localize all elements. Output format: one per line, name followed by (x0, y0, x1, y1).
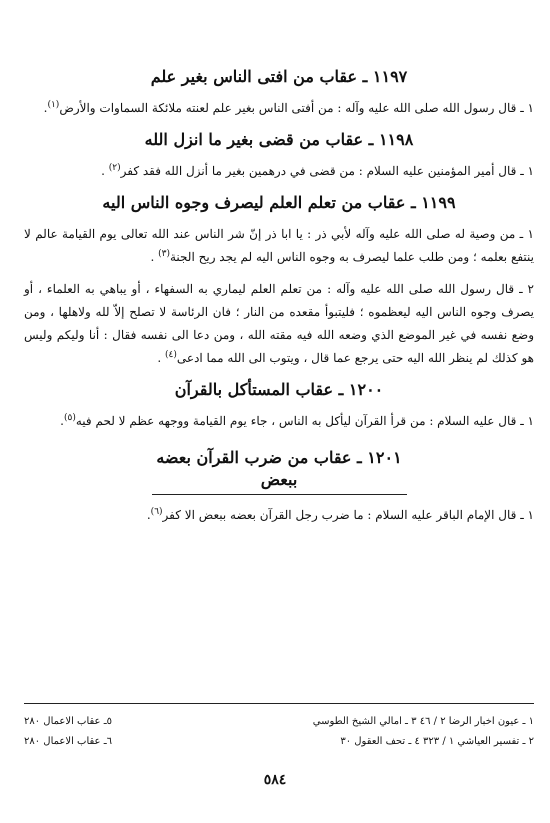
paragraph-end: . (60, 414, 64, 428)
paragraph-1199-1 (24, 223, 534, 269)
footnote-row-2 (24, 732, 534, 752)
footnotes (24, 712, 534, 752)
footnote-marker: (٢) (108, 163, 121, 173)
paragraph-1200-1 (24, 410, 534, 433)
footnote-marker: (٥) (63, 413, 76, 423)
paragraph-text: ١ ـ قال رسول الله صلى الله عليه وآله : من أفتى الناس بغير علم لعنته ملائكة السماوات والأرض (59, 101, 534, 115)
page-body (24, 58, 534, 536)
footnote-2-4: ٢ ـ تفسير العياشي ١ / ٣٢٣ ٤ ـ تحف العقول ٣٠ (340, 736, 534, 747)
paragraph-1197-1 (24, 97, 534, 120)
paragraph-end: . (150, 250, 159, 264)
paragraph-text: ١ ـ قال الإمام الباقر عليه السلام : ما ضرب رجل القرآن بعضه ببعض الا كفر (162, 508, 534, 522)
paragraph-end: . (146, 508, 151, 522)
footnote-marker: (٤) (165, 350, 177, 360)
paragraph-text: ١ ـ من وصية له صلى الله عليه وآله لأبي ذر : يا ابا ذر إنّ شر الناس عند الله تعالى يوم القيامة عالم لا ينتفع بعلمه ؛ ومن طلب علما ليصرف به وجوه الناس اليه لم يجد ريح الجنة (24, 227, 534, 264)
footnote-5: ٥ـ عقاب الاعمال ٢٨٠ (24, 716, 112, 727)
paragraph-1198-1 (24, 160, 534, 183)
footnote-row-1 (24, 712, 534, 732)
footnote-1-3: ١ ـ عيون اخبار الرضا ٢ / ٤٦ ٣ ـ امالي الشيخ الطوسي (312, 716, 534, 727)
paragraph-1199-2 (24, 278, 534, 370)
section-heading-1197: ١١٩٧ ـ عقاب من افتى الناس بغير علم (150, 67, 408, 86)
footnote-marker: (٦) (150, 507, 163, 517)
section-heading-1201: ١٢٠١ ـ عقاب من ضرب القرآن بعضه ببعض (152, 447, 407, 495)
paragraph-text: ٢ ـ قال رسول الله صلى الله عليه وآله : من تعلم العلم ليماري به السفهاء ، أو يباهي به العلماء ، أو يصرف وجوه الناس اليه ليعظموه ؛ فليتبوأ مقعده من النار ؛ فان الرئاسة لا تصلح إلاّ لله ولاهلها ، ومن وضع نفسه في غير الموضع الذي وضعه الله فيه مقته الله ، ومن دعا الى نفسه فقال : أنا وليكم وليس هو كذلك لم ينظر الله اليه حتى يرجع عما قال ، ويتوب الى الله مما ادعى (24, 282, 534, 365)
paragraph-end: . (157, 351, 166, 365)
paragraph-text: ١ ـ قال عليه السلام : من قرأ القرآن ليأكل به الناس ، جاء يوم القيامة ووجهه عظم لا لحم فيه (75, 414, 534, 428)
footnote-marker: (١) (47, 100, 60, 110)
footnote-6: ٦ـ عقاب الاعمال ٢٨٠ (24, 736, 112, 747)
section-heading-1200: ١٢٠٠ ـ عقاب المستأكل بالقرآن (174, 380, 384, 399)
section-heading-1198: ١١٩٨ ـ عقاب من قضى بغير ما انزل الله (144, 130, 414, 149)
section-heading-1199: ١١٩٩ ـ عقاب من تعلم العلم ليصرف وجوه الناس اليه (102, 193, 456, 212)
page-number: ٥٨٤ (263, 772, 287, 788)
footnote-divider (24, 703, 534, 704)
paragraph-1201-1 (24, 504, 534, 527)
paragraph-end: . (101, 164, 109, 178)
paragraph-text: ١ ـ قال أمير المؤمنين عليه السلام : من قضى في درهمين بغير ما أنزل الله فقد كفر (120, 164, 534, 178)
footnote-marker: (٣) (158, 249, 170, 259)
paragraph-end: . (43, 101, 48, 115)
